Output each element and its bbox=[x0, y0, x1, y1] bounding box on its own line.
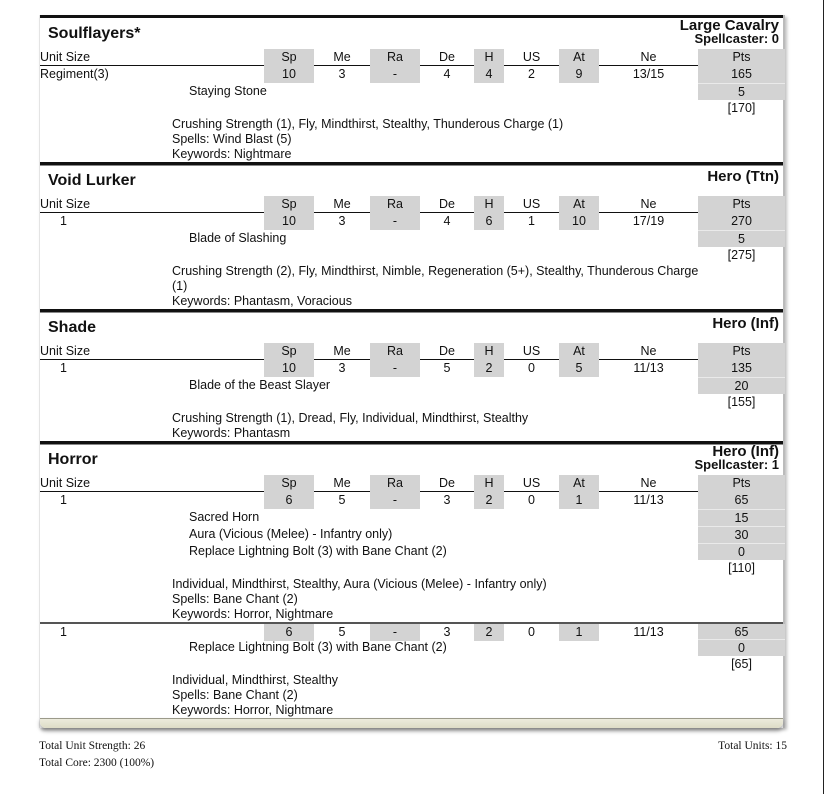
col-unit-size: Unit Size bbox=[40, 197, 91, 211]
unit-size: Regiment(3) bbox=[40, 67, 109, 81]
stat-header-row bbox=[40, 475, 783, 492]
option-label: Replace Lightning Bolt (3) with Bane Chant (2) bbox=[189, 544, 447, 558]
unit-type bbox=[707, 170, 779, 184]
stat-me: 3 bbox=[338, 361, 346, 375]
col-sp: Sp bbox=[264, 49, 314, 66]
col-us: US bbox=[522, 197, 541, 211]
option-pts: 5 bbox=[698, 230, 785, 247]
keywords-text: Keywords: Phantasm, Voracious bbox=[172, 294, 352, 308]
col-h: H bbox=[474, 49, 504, 66]
unit-type-label: Hero (Inf) bbox=[712, 315, 779, 332]
stat-ra: - bbox=[370, 360, 420, 377]
stat-sp: 10 bbox=[264, 360, 314, 377]
col-de: De bbox=[439, 476, 455, 490]
stat-de: 3 bbox=[443, 493, 451, 507]
unit-type-label: Large Cavalry bbox=[679, 17, 779, 34]
stat-us: 0 bbox=[528, 625, 535, 639]
stat-row bbox=[40, 213, 783, 230]
stat-sp: 6 bbox=[264, 492, 314, 509]
option-label: Blade of Slashing bbox=[189, 231, 287, 245]
special-rules-text: Crushing Strength (1), Dread, Fly, Individual, Mindthirst, Stealthy bbox=[172, 411, 529, 425]
unit-total-pts: [275] bbox=[727, 248, 756, 262]
stat-ne: 11/13 bbox=[633, 361, 664, 375]
unit-type-label: Hero (Ttn) bbox=[707, 168, 779, 185]
stat-row bbox=[40, 492, 783, 509]
stat-me: 5 bbox=[338, 625, 346, 639]
keywords-text: Keywords: Phantasm bbox=[172, 426, 291, 440]
unit-section-soulflayers bbox=[40, 15, 783, 162]
spells-text: Spells: Bane Chant (2) bbox=[172, 592, 298, 606]
stat-ra: - bbox=[370, 624, 420, 641]
col-at: At bbox=[559, 49, 599, 66]
stat-pts: 65 bbox=[698, 624, 785, 641]
unit-total-pts: [110] bbox=[728, 561, 755, 575]
col-ne: Ne bbox=[640, 50, 657, 64]
special-rules-text: Crushing Strength (1), Fly, Mindthirst, Stealthy, Thunderous Charge (1) bbox=[172, 117, 564, 131]
unit-type bbox=[712, 317, 779, 331]
col-ne: Ne bbox=[640, 476, 657, 490]
unit-name: Soulflayers* bbox=[48, 25, 141, 42]
unit-total-pts: [65] bbox=[731, 657, 752, 671]
stat-h: 2 bbox=[474, 360, 504, 377]
col-sp: Sp bbox=[264, 475, 314, 492]
total-row bbox=[40, 560, 783, 577]
stat-de: 4 bbox=[443, 67, 451, 81]
unit-size: 1 bbox=[60, 214, 67, 228]
special-rules bbox=[40, 673, 783, 718]
stat-sp: 10 bbox=[264, 213, 314, 230]
total-row bbox=[40, 656, 783, 673]
unit-type bbox=[694, 445, 779, 470]
stat-h: 4 bbox=[474, 66, 504, 83]
col-me: Me bbox=[333, 344, 351, 358]
stat-de: 5 bbox=[443, 361, 451, 375]
option-row bbox=[40, 639, 783, 656]
stat-at: 5 bbox=[559, 360, 599, 377]
special-rules-text: Individual, Mindthirst, Stealthy bbox=[172, 673, 339, 687]
total-row bbox=[40, 247, 783, 264]
unit-total-pts: [155] bbox=[727, 395, 756, 409]
col-ne: Ne bbox=[640, 197, 657, 211]
col-us: US bbox=[522, 50, 541, 64]
option-pts: 5 bbox=[698, 83, 785, 100]
unit-total-pts: [170] bbox=[727, 101, 756, 115]
stat-at: 1 bbox=[559, 624, 599, 641]
total-row bbox=[40, 394, 783, 411]
col-h: H bbox=[474, 196, 504, 213]
special-rules bbox=[40, 117, 783, 162]
stat-at: 1 bbox=[559, 492, 599, 509]
stat-us: 0 bbox=[528, 361, 535, 375]
stat-header-row bbox=[40, 343, 783, 360]
page-edge-line bbox=[823, 0, 824, 794]
card-bottom-bevel bbox=[40, 718, 783, 728]
stat-us: 0 bbox=[528, 493, 535, 507]
col-at: At bbox=[559, 475, 599, 492]
unit-section-void-lurker bbox=[40, 162, 783, 309]
col-unit-size: Unit Size bbox=[40, 50, 91, 64]
option-row bbox=[40, 83, 783, 100]
unit-name: Shade bbox=[48, 319, 97, 336]
unit-name: Void Lurker bbox=[48, 172, 136, 189]
stat-sp: 10 bbox=[264, 66, 314, 83]
col-sp: Sp bbox=[264, 343, 314, 360]
option-row bbox=[40, 509, 783, 526]
stat-header-row bbox=[40, 196, 783, 213]
stat-pts: 165 bbox=[698, 66, 785, 83]
spellcaster-label: Spellcaster: 0 bbox=[694, 31, 779, 46]
stat-us: 1 bbox=[528, 214, 535, 228]
stat-ne: 17/19 bbox=[632, 214, 665, 228]
option-pts: 20 bbox=[698, 377, 785, 394]
stat-pts: 135 bbox=[698, 360, 785, 377]
col-unit-size: Unit Size bbox=[40, 476, 91, 490]
col-sp: Sp bbox=[264, 196, 314, 213]
col-ra: Ra bbox=[370, 475, 420, 492]
stat-sp: 6 bbox=[264, 624, 314, 641]
option-label: Aura (Vicious (Melee) - Infantry only) bbox=[189, 527, 393, 541]
col-me: Me bbox=[333, 50, 351, 64]
unit-section-shade bbox=[40, 309, 783, 441]
col-pts: Pts bbox=[698, 196, 785, 213]
option-pts: 0 bbox=[698, 639, 785, 656]
option-row bbox=[40, 230, 783, 247]
stat-pts: 270 bbox=[698, 213, 785, 230]
stat-h: 2 bbox=[474, 624, 504, 641]
col-pts: Pts bbox=[698, 343, 785, 360]
stat-us: 2 bbox=[528, 67, 535, 81]
stat-ra: - bbox=[370, 213, 420, 230]
keywords-text: Keywords: Horror, Nightmare bbox=[172, 607, 334, 621]
option-label: Staying Stone bbox=[189, 84, 267, 98]
stat-ra: - bbox=[370, 492, 420, 509]
stat-row bbox=[40, 360, 783, 377]
spells-text: Spells: Wind Blast (5) bbox=[172, 132, 292, 146]
total-core: Total Core: 2300 (100%) bbox=[39, 757, 155, 769]
stat-pts: 65 bbox=[698, 492, 785, 509]
stat-row bbox=[40, 622, 783, 639]
stat-de: 3 bbox=[443, 625, 451, 639]
col-pts: Pts bbox=[698, 49, 785, 66]
col-me: Me bbox=[333, 476, 351, 490]
col-h: H bbox=[474, 343, 504, 360]
stat-me: 3 bbox=[338, 67, 346, 81]
option-row bbox=[40, 526, 783, 543]
option-label: Blade of the Beast Slayer bbox=[189, 378, 331, 392]
keywords-text: Keywords: Nightmare bbox=[172, 147, 292, 161]
spells-text: Spells: Bane Chant (2) bbox=[172, 688, 298, 702]
stat-ne: 11/13 bbox=[633, 493, 664, 507]
col-unit-size: Unit Size bbox=[40, 344, 91, 358]
col-us: US bbox=[522, 476, 541, 490]
stat-de: 4 bbox=[443, 214, 451, 228]
special-rules bbox=[40, 411, 783, 441]
col-ra: Ra bbox=[370, 49, 420, 66]
stat-ne: 13/15 bbox=[632, 67, 665, 81]
stat-me: 5 bbox=[338, 493, 346, 507]
option-row bbox=[40, 377, 783, 394]
total-unit-strength: Total Unit Strength: 26 bbox=[39, 740, 146, 752]
col-ne: Ne bbox=[640, 344, 657, 358]
stat-at: 9 bbox=[559, 66, 599, 83]
option-row bbox=[40, 543, 783, 560]
stat-row bbox=[40, 66, 783, 83]
col-ra: Ra bbox=[370, 196, 420, 213]
unit-section-horror bbox=[40, 441, 783, 718]
option-label: Replace Lightning Bolt (3) with Bane Chant (2) bbox=[189, 640, 447, 654]
unit-type-label: Hero (Inf) bbox=[712, 443, 779, 460]
option-pts: 0 bbox=[698, 543, 785, 560]
col-at: At bbox=[559, 343, 599, 360]
col-at: At bbox=[559, 196, 599, 213]
option-label: Sacred Horn bbox=[189, 510, 260, 524]
stat-h: 6 bbox=[474, 213, 504, 230]
col-h: H bbox=[474, 475, 504, 492]
unit-name: Horror bbox=[48, 451, 98, 468]
unit-type bbox=[680, 19, 779, 44]
unit-size: 1 bbox=[60, 625, 67, 639]
special-rules bbox=[40, 577, 783, 622]
total-units: Total Units: 15 bbox=[718, 740, 787, 752]
special-rules-text: Individual, Mindthirst, Stealthy, Aura (Vicious (Melee) - Infantry only) bbox=[172, 577, 547, 591]
col-pts: Pts bbox=[698, 475, 785, 492]
special-rules bbox=[40, 264, 783, 309]
army-list-card bbox=[39, 15, 785, 728]
col-de: De bbox=[439, 197, 455, 211]
option-pts: 30 bbox=[698, 526, 785, 543]
col-ra: Ra bbox=[370, 343, 420, 360]
col-us: US bbox=[522, 344, 541, 358]
stat-at: 10 bbox=[559, 213, 599, 230]
stat-h: 2 bbox=[474, 492, 504, 509]
total-row bbox=[40, 100, 783, 117]
col-de: De bbox=[439, 50, 455, 64]
stat-me: 3 bbox=[338, 214, 346, 228]
col-me: Me bbox=[333, 197, 351, 211]
stat-ra: - bbox=[370, 66, 420, 83]
unit-size: 1 bbox=[60, 361, 67, 375]
stat-ne: 11/13 bbox=[633, 625, 664, 639]
unit-size: 1 bbox=[60, 493, 67, 507]
keywords-text: Keywords: Horror, Nightmare bbox=[172, 703, 334, 717]
stat-header-row bbox=[40, 49, 783, 66]
option-pts: 15 bbox=[698, 509, 785, 526]
special-rules-text: Crushing Strength (2), Fly, Mindthirst, Nimble, Regeneration (5+), Stealthy, Thunderous Charge (1) bbox=[172, 264, 699, 293]
col-de: De bbox=[439, 344, 455, 358]
spellcaster-label: Spellcaster: 1 bbox=[694, 457, 779, 472]
